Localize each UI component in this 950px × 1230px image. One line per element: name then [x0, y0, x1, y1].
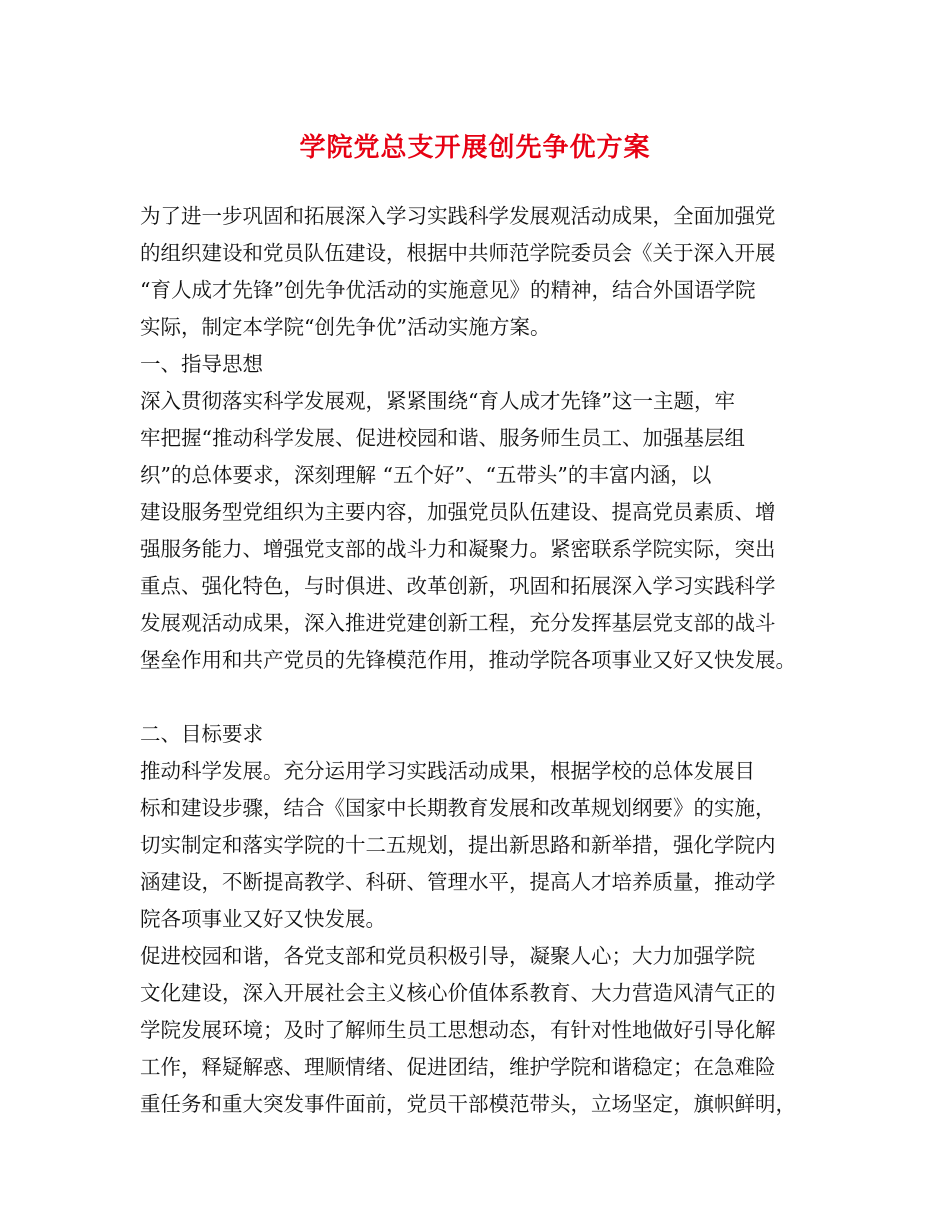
body-line: 推动科学发展。充分运用学习实践活动成果，根据学校的总体发展目: [140, 759, 755, 783]
body-line: 促进校园和谐，各党支部和党员积极引导，凝聚人心；大力加强学院: [140, 944, 755, 968]
body-line: 实际，制定本学院“创先争优”活动实施方案。: [140, 315, 551, 339]
body-line: “育人成才先锋”创先争优活动的实施意见》的精神，结合外国语学院: [140, 278, 756, 302]
document-title: 学院党总支开展创先争优方案: [299, 133, 651, 163]
body-line: 文化建设，深入开展社会主义核心价值体系教育、大力营造风清气正的: [140, 981, 776, 1005]
body-line: 学院发展环境；及时了解师生员工思想动态，有针对性地做好引导化解: [140, 1018, 776, 1042]
section-heading: 一、指导思想: [140, 352, 263, 376]
body-line: 切实制定和落实学院的十二五规划，提出新思路和新举措，强化学院内: [140, 833, 776, 857]
body-line: 重点、强化特色，与时俱进、改革创新，巩固和拓展深入学习实践科学: [140, 574, 776, 598]
body-line: 深入贯彻落实科学发展观，紧紧围绕“育人成才先锋”这一主题，牢: [140, 389, 735, 413]
body-line: 标和建设步骤，结合《国家中长期教育发展和改革规划纲要》的实施，: [140, 796, 776, 820]
body-line: 重任务和重大突发事件面前，党员干部模范带头，立场坚定，旗帜鲜明，: [140, 1092, 796, 1116]
body-line: 强服务能力、增强党支部的战斗力和凝聚力。紧密联系学院实际，突出: [140, 537, 776, 561]
body-line: 建设服务型党组织为主要内容，加强党员队伍建设、提高党员素质、增: [140, 500, 776, 524]
body-line: 院各项事业又好又快发展。: [140, 907, 386, 931]
body-line: 的组织建设和党员队伍建设，根据中共师范学院委员会《关于深入开展: [140, 241, 776, 265]
body-line: 织”的总体要求，深刻理解 “五个好”、“五带头”的丰富内涵，以: [140, 463, 712, 487]
body-line: 发展观活动成果，深入推进党建创新工程，充分发挥基层党支部的战斗: [140, 611, 776, 635]
body-line: 涵建设，不断提高教学、科研、管理水平，提高人才培养质量，推动学: [140, 870, 776, 894]
section-heading: 二、目标要求: [140, 722, 263, 746]
body-line: 牢把握“推动科学发展、促进校园和谐、服务师生员工、加强基层组: [140, 426, 745, 450]
body-line: 为了进一步巩固和拓展深入学习实践科学发展观活动成果，全面加强党: [140, 204, 776, 228]
body-line: 堡垒作用和共产党员的先锋模范作用，推动学院各项事业又好又快发展。: [140, 648, 796, 672]
body-line: 工作，释疑解惑、理顺情绪、促进团结，维护学院和谐稳定；在急难险: [140, 1055, 776, 1079]
